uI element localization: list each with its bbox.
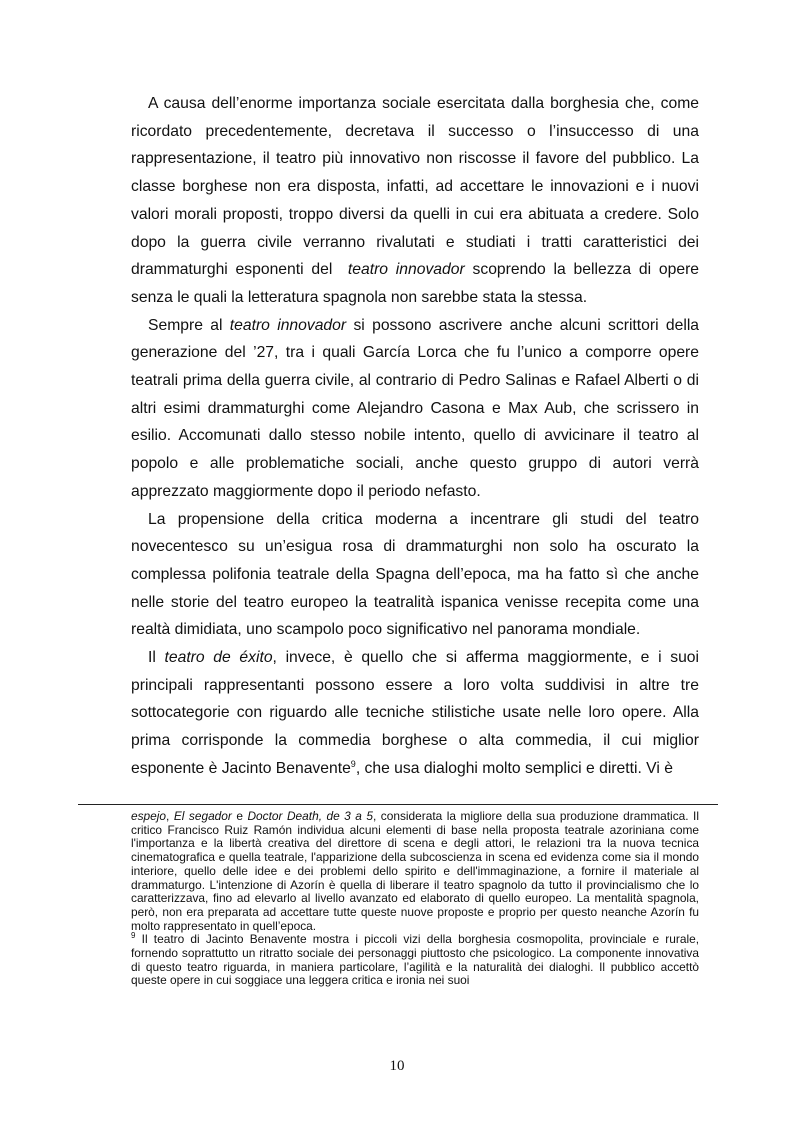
footnote-separator (78, 804, 718, 805)
footnote-continued: espejo, El segador e Doctor Death, de 3 a 5, considerata la migliore della sua produzione drammatica. Il critico Francisco Ruiz Ramón individua alcuni elementi di base nella proposta teatrale azoriniana come l'importanza e la libertà creativa del direttore di scena e degli attori, le relazioni tra la nuova tecnica cinematografica e quella teatrale, l'apparizione della subcoscienza in scena ed evidenza come sia il mondo interiore, quello delle idee e dei problemi dello spirito e dell'immaginazione, a fornire il materiale al drammaturgo. L'intenzione di Azorín è quella di liberare il teatro spagnolo da tutto il provincialismo che lo caratterizzava, fino ad elevarlo al livello avanzato ed elaborato di quello europeo. La mentalità spagnola, però, non era preparata ad accettare tutte queste nuove proposte e proprio per questo neanche Azorín fu molto rappresentato in quell’epoca. (131, 809, 699, 933)
page-number: 10 (389, 1058, 405, 1074)
footnote-9: $^9$ Il teatro di Jacinto Benavente mostra i piccoli vizi della borghesia cosmopolita, provinciale e rurale, fornendo soprattutto un ritratto sociale dei personaggi piuttosto che psicologico. La componente innovativa di questo teatro riguarda, in maniera particolare, l’agilità e la naturalità dei dialoghi. Il pubblico accettò queste opere in cui soggiace una leggera critica e ironia nei suoi (131, 931, 699, 988)
main-text (131, 90, 699, 783)
footnote-9-number: 9 (131, 931, 136, 941)
footnote-ref-9[interactable]: 9 (350, 758, 356, 769)
paragraph-4: Il teatro de éxito, invece, è quello che si afferma maggiormente, e i suoi principali rappresentanti possono essere a loro volta suddivisi in altre tre sottocategorie con riguardo alle tecniche stilistiche usate nelle loro opere. Alla prima corrisponde la commedia borghese o alta commedia, il cui miglior esponente è Jacinto Benavente$^9$, che usa dialoghi molto semplici e diretti. Vi è (131, 649, 699, 777)
paragraph-3: La propensione della critica moderna a incentrare gli studi del teatro novecentesco su un’esigua rosa di drammaturghi non solo ha oscurato la complessa polifonia teatrale della Spagna dell’epoca, ma ha fatto sì che anche nelle storie del teatro europeo la teatralità ispanica venisse recepita come una realtà dimidiata, uno scampolo poco significativo nel panorama mondiale. (131, 510, 699, 639)
paragraph-1: A causa dell’enorme importanza sociale esercitata dalla borghesia che, come ricordato precedentemente, decretava il successo o l’insuccesso di una rappresentazione, il teatro più innovativo non riscosse il favore del pubblico. La classe borghese non era disposta, infatti, ad accettare le innovazioni e i nuovi valori morali proposti, troppo diversi da quelli in cui era abituata a credere. Solo dopo la guerra civile verranno rivalutati e studiati i tratti caratteristici dei drammaturghi esponenti del teatro innovador scoprendo la bellezza di opere senza le quali la letteratura spagnola non sarebbe stata la stessa. (131, 95, 700, 306)
footnotes (131, 810, 699, 988)
paragraph-2: Sempre al teatro innovador si possono ascrivere anche alcuni scrittori della generazione del ’27, tra i quali García Lorca che fu l’unico a comporre opere teatrali prima della guerra civile, al contrario di Pedro Salinas e Rafael Alberti o di altri esimi drammaturghi come Alejandro Casona e Max Aub, che scrissero in esilio. Accomunati dallo stesso nobile intento, quello di avvicinare il teatro al popolo e alle problematiche sociali, anche questo gruppo di autori verrà apprezzato maggiormente dopo il periodo nefasto. (131, 316, 700, 500)
